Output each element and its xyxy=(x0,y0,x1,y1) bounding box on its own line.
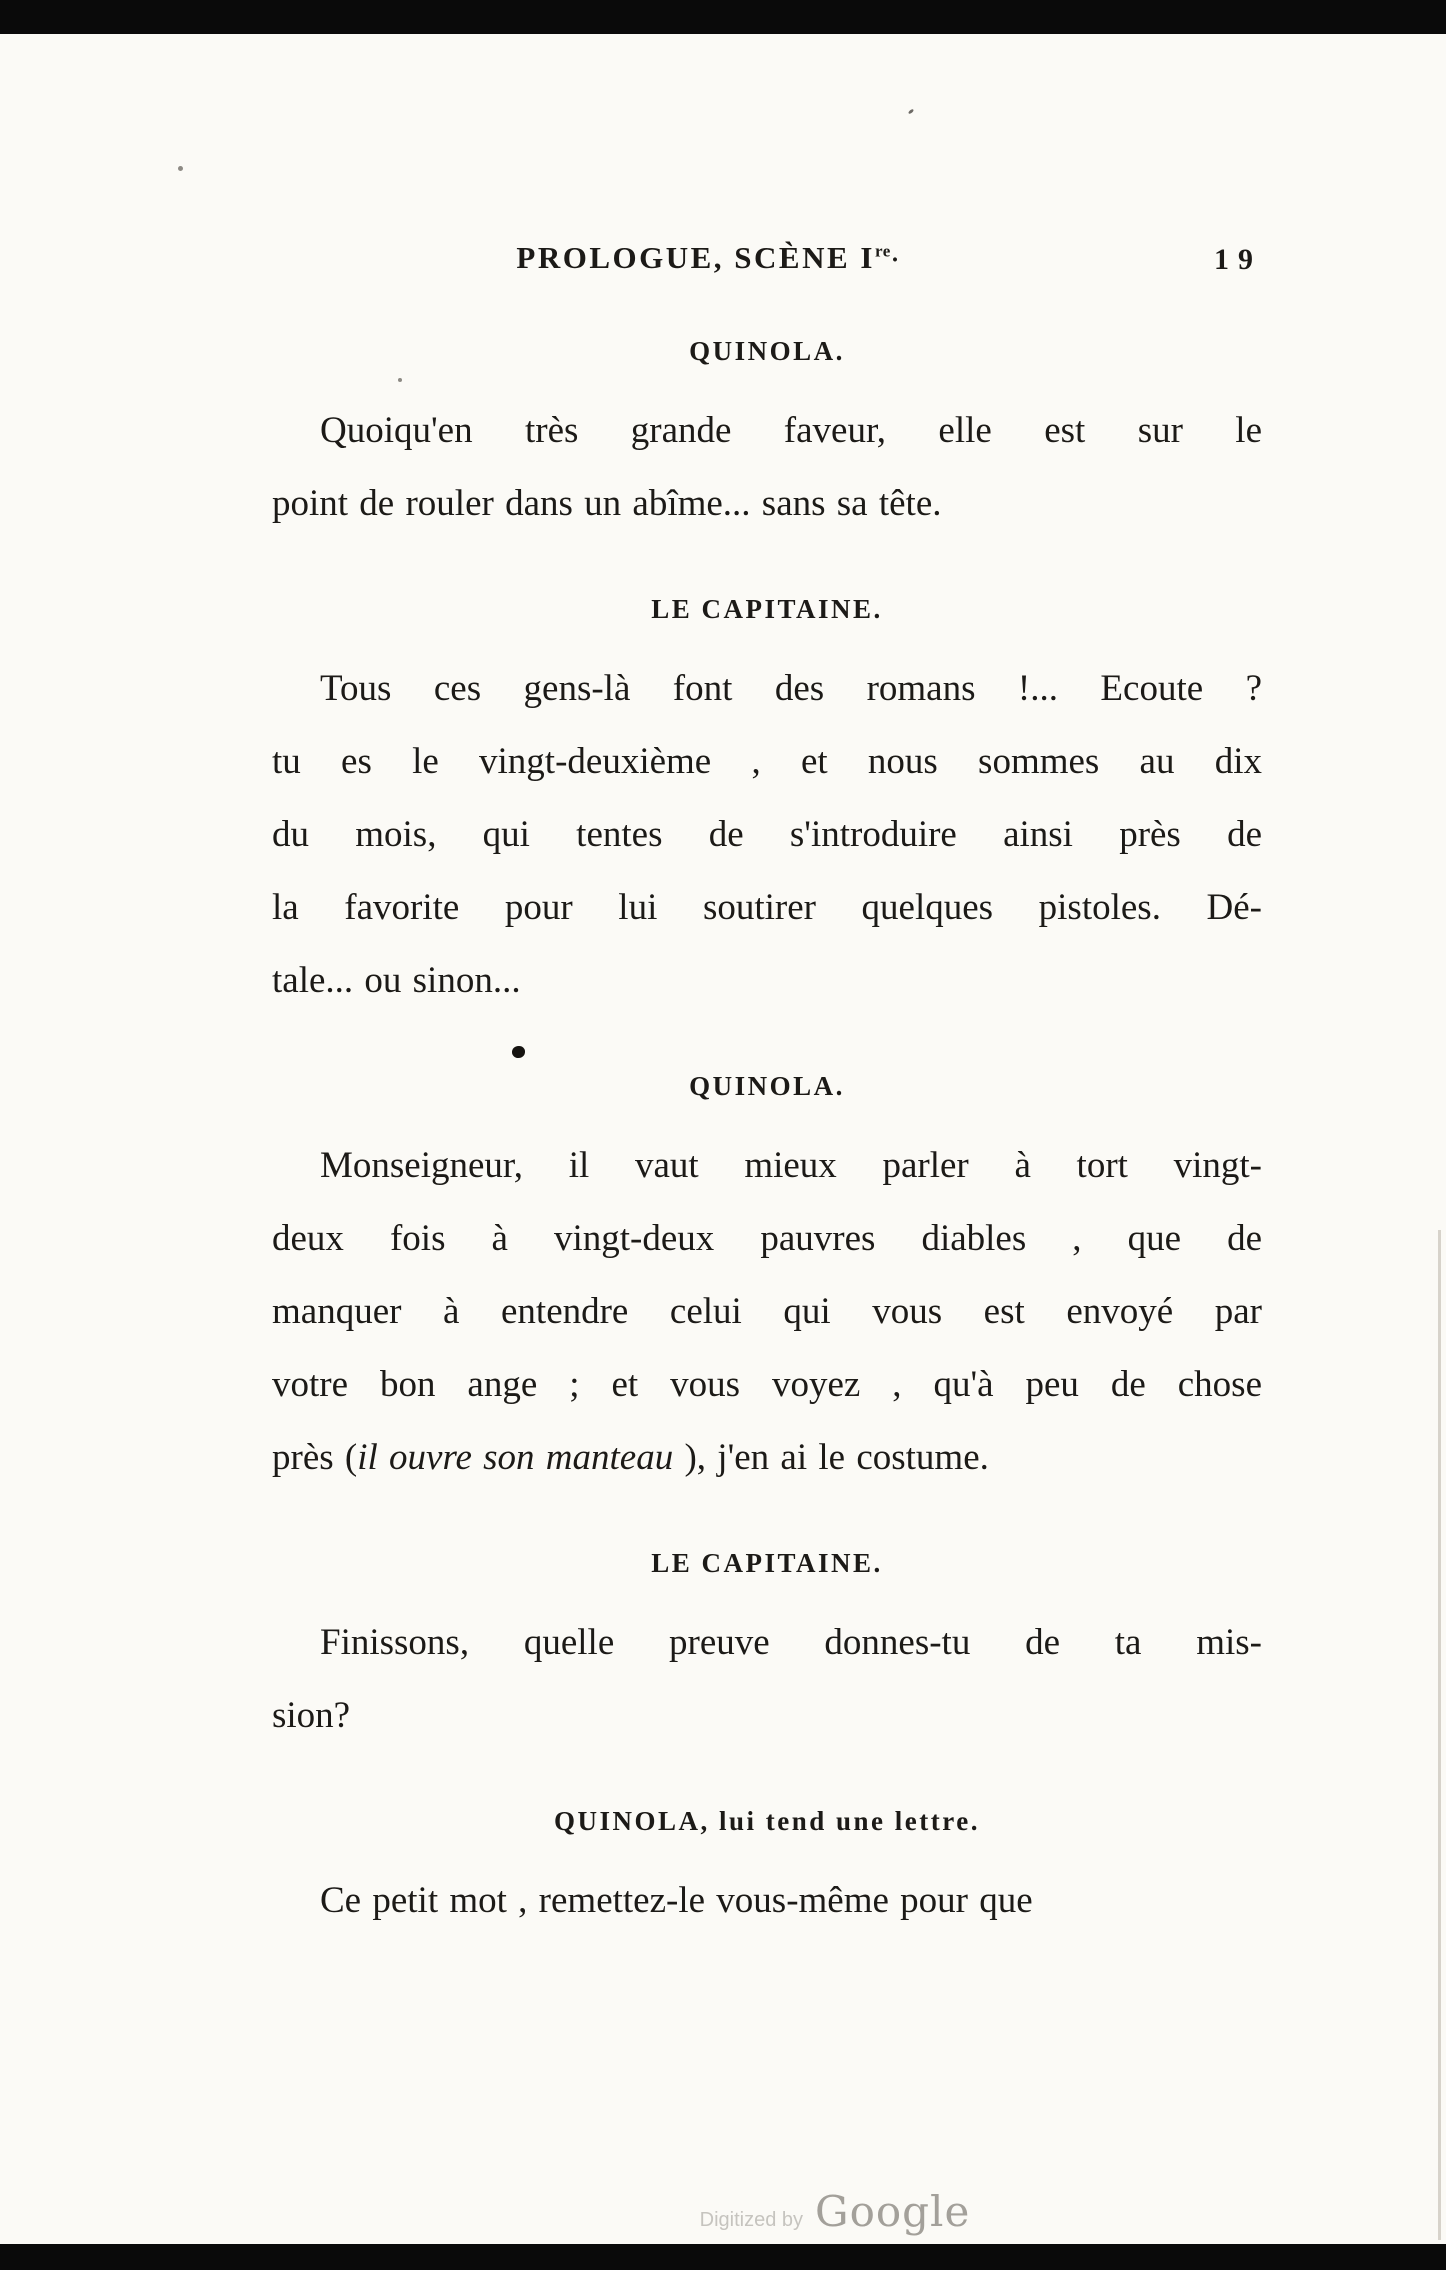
speaker-heading: LE CAPITAINE. xyxy=(651,594,883,624)
text-run: sion? xyxy=(272,1695,351,1736)
text-line xyxy=(272,798,1262,871)
text-line xyxy=(272,944,1262,1017)
text-line xyxy=(272,1129,1262,1202)
ink-blot xyxy=(512,1046,525,1058)
text-run: Finissons, quelle preuve donnes-tu de ta mis- xyxy=(320,1622,1262,1663)
text-line xyxy=(272,871,1262,944)
speaker-heading: QUINOLA. xyxy=(689,336,845,366)
text-line xyxy=(272,652,1262,725)
text-run: ), j'en ai le costume. xyxy=(673,1437,989,1478)
dialogue-paragraph xyxy=(272,1864,1262,1937)
speaker-heading: QUINOLA. xyxy=(689,1071,845,1101)
dialogue-paragraph xyxy=(272,1606,1262,1752)
text-run: la favorite pour lui soutirer quelques pistoles. Dé- xyxy=(272,887,1262,928)
page-content xyxy=(272,334,1262,1937)
google-logo: Google xyxy=(815,2187,971,2236)
running-title-superscript: re xyxy=(875,241,891,261)
running-title-text: PROLOGUE, SCÈNE I xyxy=(516,240,875,275)
text-run: Ce petit mot , remettez-le vous-même pour que xyxy=(320,1880,1033,1921)
dialogue-paragraph xyxy=(272,394,1262,540)
text-line xyxy=(272,1421,1262,1494)
speaker-heading: QUINOLA, lui tend une lettre. xyxy=(553,1806,980,1836)
text-run: votre bon ange ; et vous voyez , qu'à peu de chose xyxy=(272,1364,1262,1405)
text-run: Monseigneur, il vaut mieux parler à tort vingt- xyxy=(320,1145,1262,1186)
digitization-footer xyxy=(700,2187,971,2236)
speaker-heading: LE CAPITAINE. xyxy=(651,1548,883,1578)
text-line xyxy=(272,1275,1262,1348)
text-run: deux fois à vingt-deux pauvres diables , que de xyxy=(272,1218,1262,1259)
stage-direction: il ouvre son manteau xyxy=(357,1437,674,1478)
dialogue-paragraph xyxy=(272,652,1262,1017)
page-header xyxy=(272,240,1262,282)
text-run: près ( xyxy=(272,1437,358,1478)
text-run: point de rouler dans un abîme... sans sa tête. xyxy=(272,483,942,524)
page-body xyxy=(272,0,1262,1937)
text-line xyxy=(272,1864,1262,1937)
text-line xyxy=(272,467,1262,540)
scan-edge-bottom xyxy=(0,2244,1446,2270)
text-run: du mois, qui tentes de s'introduire ainsi près de xyxy=(272,814,1262,855)
running-title-tail: · xyxy=(890,247,902,274)
text-line xyxy=(272,394,1262,467)
text-line xyxy=(272,1606,1262,1679)
scan-speck xyxy=(398,378,402,382)
scan-edge-right xyxy=(1438,1230,1441,2240)
text-run: manquer à entendre celui qui vous est envoyé par xyxy=(272,1291,1262,1332)
text-run: Tous ces gens-là font des romans !... Ecoute ? xyxy=(320,668,1262,709)
page-number: 19 xyxy=(1214,243,1262,276)
text-run: tu es le vingt-deuxième , et nous sommes au dix xyxy=(272,741,1262,782)
text-line xyxy=(272,1348,1262,1421)
dialogue-paragraph xyxy=(272,1129,1262,1494)
digitized-by-label: Digitized by xyxy=(699,2209,804,2231)
scan-speck xyxy=(178,166,183,171)
text-line xyxy=(272,1679,1262,1752)
text-line xyxy=(272,725,1262,798)
text-run: tale... ou sinon... xyxy=(272,960,521,1001)
running-title xyxy=(272,240,1262,276)
text-line xyxy=(272,1202,1262,1275)
text-run: Quoiqu'en très grande faveur, elle est sur le xyxy=(320,410,1262,451)
